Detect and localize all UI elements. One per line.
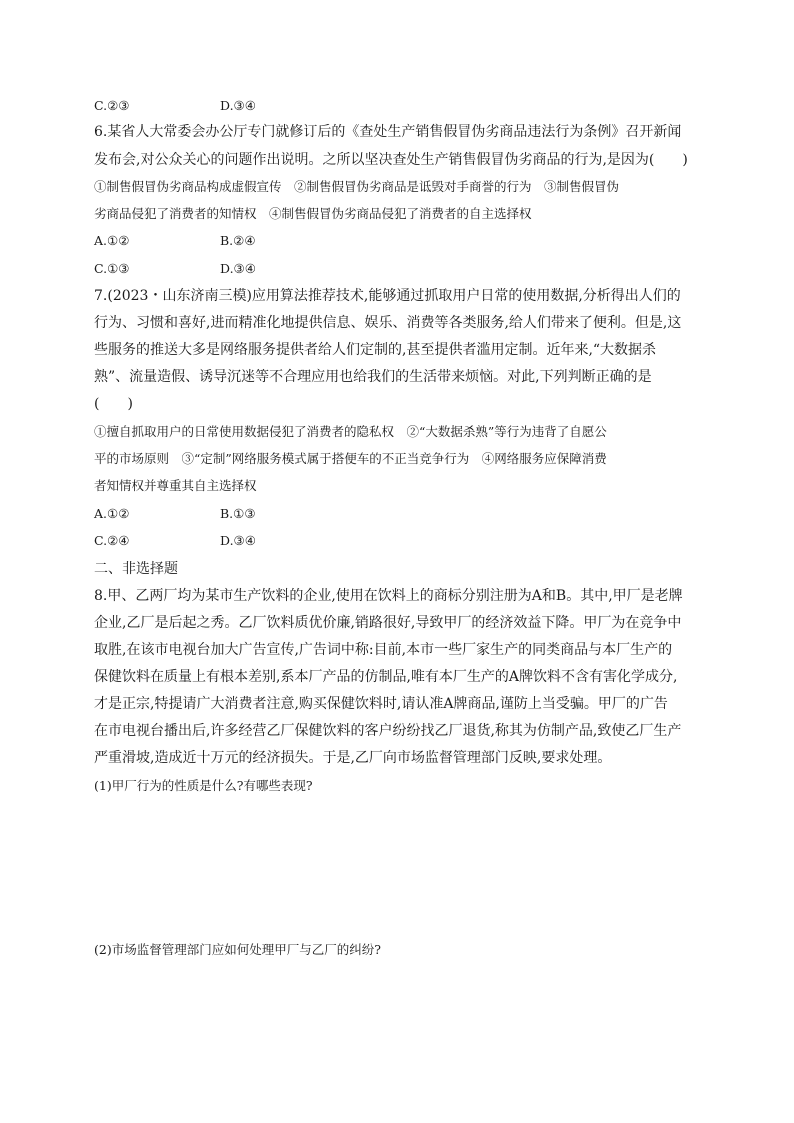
q8-sub-question-2: (2)市场监督管理部门应如何处理甲厂与乙厂的纠纷? [94,942,381,957]
q8-stem-line-3: 取胜,在该市电视台加大广告宣传,广告词中称:目前,本市一些厂家生产的同类商品与本厂生产的 [94,642,673,658]
q7-stem-line-4: 熟”、流量造假、诱导沉迷等不合理应用也给我们的生活带来烦恼。对此,下列判断正确的是 [94,369,652,385]
q7-answer-paren: ( ) [94,396,133,412]
q7-option-a[interactable]: A.①② [94,506,130,521]
q7-statement-line-2: 平的市场原则 ③“定制”网络服务模式属于搭便车的不正当竞争行为 ④网络服务应保障消费 [94,451,607,466]
q6-option-a[interactable]: A.①② [94,233,130,248]
q6-option-b[interactable]: B.②④ [220,233,256,248]
q8-stem-line-1: 8.甲、乙两厂均为某市生产饮料的企业,使用在饮料上的商标分别注册为A和B。其中,甲厂是老牌 [94,588,683,604]
q8-stem-line-7: 严重滑坡,造成近十万元的经济损失。于是,乙厂向市场监督管理部门反映,要求处理。 [94,750,612,766]
q6-statement-line-1: ①制售假冒伪劣商品构成虚假宣传 ②制售假冒伪劣商品是诋毁对手商誉的行为 ③制售假冒伪 [94,179,620,194]
q7-option-c[interactable]: C.②④ [94,533,130,548]
section-title: 二、非选择题 [94,561,178,577]
q5-option-c[interactable]: C.②③ [94,98,130,113]
q6-statement-line-2: 劣商品侵犯了消费者的知情权 ④制售假冒伪劣商品侵犯了消费者的自主选择权 [94,206,532,221]
q5-option-d[interactable]: D.③④ [220,98,256,113]
q8-stem-line-6: 在市电视台播出后,许多经营乙厂保健饮料的客户纷纷找乙厂退货,称其为仿制产品,致使乙厂生产 [94,723,682,739]
q8-sub-question-1: (1)甲厂行为的性质是什么?有哪些表现? [94,778,313,793]
q6-stem-line-2: 发布会,对公众关心的问题作出说明。之所以坚决查处生产销售假冒伪劣商品的行为,是因为( ) [94,152,688,168]
q6-stem-line-1: 6.某省人大常委会办公厅专门就修订后的《查处生产销售假冒伪劣商品违法行为条例》召开新闻 [94,124,682,140]
q7-stem-line-2: 行为、习惯和喜好,进而精准化地提供信息、娱乐、消费等各类服务,给人们带来了便利。但是,这 [94,315,682,331]
q7-statement-line-3: 者知情权并尊重其自主选择权 [94,478,257,493]
q8-stem-line-2: 企业,乙厂是后起之秀。乙厂饮料质优价廉,销路很好,导致甲厂的经济效益下降。甲厂为在竞争中 [94,615,682,631]
q7-option-d[interactable]: D.③④ [220,533,256,548]
q6-option-c[interactable]: C.①③ [94,261,130,276]
q7-stem-line-3: 些服务的推送大多是网络服务提供者给人们定制的,甚至提供者滥用定制。近年来,“大数据杀 [94,342,657,358]
q6-option-d[interactable]: D.③④ [220,261,256,276]
q7-statement-line-1: ①擅自抓取用户的日常使用数据侵犯了消费者的隐私权 ②“大数据杀熟”等行为违背了自愿公 [94,424,607,439]
q8-stem-line-4: 保健饮料在质量上有根本差别,系本厂产品的仿制品,唯有本厂生产的A牌饮料不含有害化学成分, [94,669,678,685]
q7-option-b[interactable]: B.①③ [220,506,256,521]
q8-stem-line-5: 才是正宗,特提请广大消费者注意,购买保健饮料时,请认准A牌商品,谨防上当受骗。甲厂的广告 [94,696,668,712]
q7-stem-line-1: 7.(2023・山东济南三模)应用算法推荐技术,能够通过抓取用户日常的使用数据,分析得出人们的 [94,288,681,304]
